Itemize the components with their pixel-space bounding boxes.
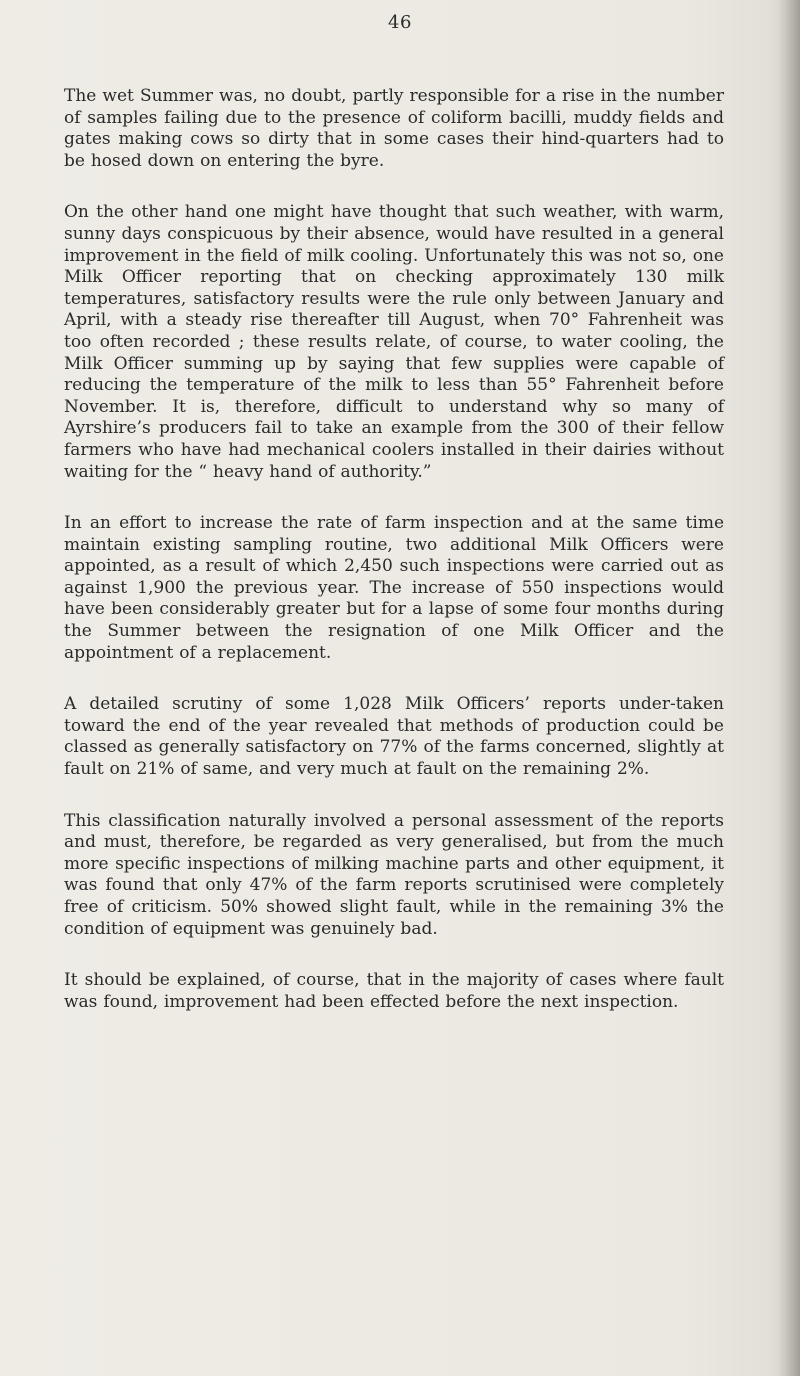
paragraph-wet-summer: The wet Summer was, no doubt, partly responsible for a rise in the number of samples failing due to the presence of coliform bacilli, muddy fields and gates making cows so dirty that in some cases their hind-quarters had to be hosed down on entering the byre. xyxy=(64,86,724,171)
paragraph-classification: This classification naturally involved a personal assessment of the reports and must, therefore, be regarded as very generalised, but from the much more specific inspections of milking machine parts and other equipment, it was found that only 47% of the farm reports scrutinised were completely free of criticism. 50% showed slight fault, while in the remaining 3% the condition of equipment was genuinely bad. xyxy=(64,810,724,939)
paragraph-improvement: It should be explained, of course, that in the majority of cases where fault was found, improvement had been effected before the next inspection. xyxy=(64,970,724,1012)
paragraph-milk-cooling: On the other hand one might have thought that such weather, with warm, sunny days conspicuous by their absence, would have resulted in a general improvement in the field of milk cooling. Unfortunately this was not so, one Milk Officer reporting that on checking approximately 130 milk temperatures, satisfactory results were the rule only between January and April, with a steady rise thereafter till August, when 70° Fahrenheit was too often recorded ; these results relate, of course, to water cooling, the Milk Officer summing up by saying that few supplies were capable of reducing the temperature of the milk to less than 55° Fahrenheit before November. It is, therefore, difficult to understand why so many of Ayrshire’s producers fail to take an example from the 300 of their fellow farmers who have had mechanical coolers installed in their dairies without waiting for the “ heavy hand of authority.” xyxy=(64,202,724,482)
paragraph-farm-inspection: In an effort to increase the rate of farm inspection and at the same time maintain existing sampling routine, two additional Milk Officers were appointed, as a result of which 2,450 such inspections were carried out as against 1,900 the previous year. The increase of 550 inspections would have been considerably greater but for a lapse of some four months during the Summer between the resignation of one Milk Officer and the appointment of a replacement. xyxy=(64,513,724,663)
paragraph-scrutiny: A detailed scrutiny of some 1,028 Milk Officers’ reports under-taken toward the end of the year revealed that methods of production could be classed as generally satisfactory on 77% of the farms concerned, slightly at fault on 21% of same, and very much at fault on the remaining 2%. xyxy=(64,694,724,780)
page-number: 46 xyxy=(388,12,412,33)
page-edge-shadow xyxy=(778,0,800,1376)
body-text xyxy=(64,86,724,1040)
